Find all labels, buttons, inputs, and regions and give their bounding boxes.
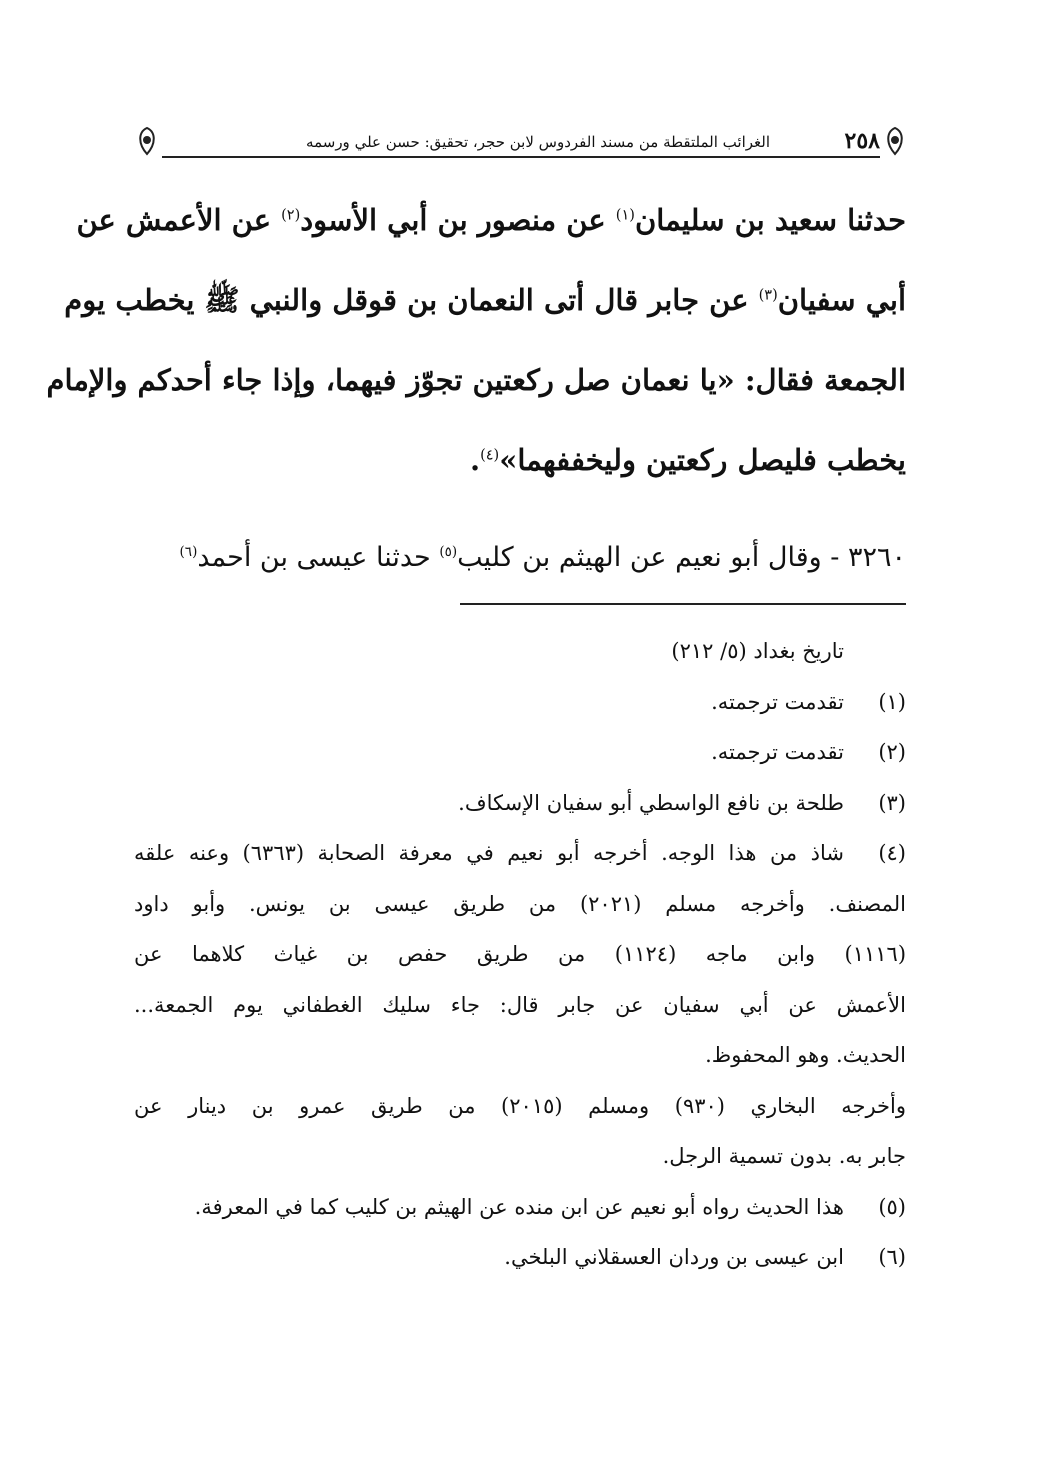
footnote-text: تاريخ بغداد (٥/ ٢١٢): [671, 639, 844, 663]
text-segment: عن الأعمش عن: [76, 203, 282, 237]
footnote-ref: (٣): [758, 287, 778, 304]
text-segment: يخطب فليصل ركعتين وليخففهما»: [499, 443, 906, 477]
footnote-text: تقدمت ترجمته.: [711, 740, 844, 764]
footnote-ref: (٢): [281, 207, 301, 224]
page-number: ٢٥٨: [844, 128, 880, 154]
main-text: [46, 180, 906, 500]
footnote: [134, 778, 906, 829]
footnote: [134, 727, 906, 778]
main-line: [134, 420, 906, 500]
footnote-line: المصنف. وأخرجه مسلم (٢٠٢١) من طريق عيسى بن يونس. وأبو داود: [134, 891, 906, 916]
main-line: الجمعة فقال: «يا نعمان صل ركعتين تجوّز فيهما، وإذا جاء أحدكم والإمام: [46, 363, 906, 397]
footnotes: [134, 626, 906, 1283]
footnote-line: (١١١٦) وابن ماجه (١١٢٤) من طريق حفص بن غياث كلاهما عن: [134, 942, 907, 966]
footnote: [134, 828, 906, 1182]
text-segment: .: [469, 443, 481, 477]
footnote-ref: (١): [615, 207, 635, 224]
ornament-left-icon: [132, 126, 162, 156]
text-segment: عن جابر قال أتى النعمان بن قوقل والنبي ﷺ يخطب يوم: [64, 283, 759, 317]
running-header: [132, 124, 910, 158]
footnote-line: جابر به. بدون تسمية الرجل.: [662, 1144, 906, 1168]
footnote-text: طلحة بن نافع الواسطي أبو سفيان الإسكاف.: [458, 790, 844, 815]
text-segment: أبي سفيان: [777, 283, 906, 317]
footnote-text: ابن عيسى بن وردان العسقلاني البلخي.: [504, 1245, 844, 1269]
footnote-number: (٦): [878, 1245, 906, 1269]
footnote-ref: (٥): [439, 544, 458, 560]
footnote-number: (١): [878, 689, 906, 714]
footnote-carryover: [134, 626, 906, 677]
header-rule: [162, 156, 880, 158]
text-segment: عن منصور بن أبي الأسود: [300, 203, 616, 237]
footnote-ref: (٦): [179, 544, 198, 560]
running-title: الغرائب الملتقطة من مسند الفردوس لابن حجر، تحقيق: حسن علي ورسمه: [306, 133, 770, 151]
footnote-line: الأعمش عن أبي سفيان عن جابر قال: جاء سليك الغطفاني يوم الجمعة...: [134, 992, 906, 1017]
ornament-right-icon: [880, 126, 910, 156]
entry-text: ٣٢٦٠ - وقال أبو نعيم عن الهيثم بن كليب: [457, 542, 906, 573]
footnote-text: هذا الحديث رواه أبو نعيم عن ابن منده عن الهيثم بن كليب كما في المعرفة.: [194, 1194, 844, 1219]
footnote-separator: [460, 603, 906, 605]
footnote-line: الحديث. وهو المحفوظ.: [705, 1043, 906, 1067]
footnote-number: (٢): [878, 740, 906, 764]
footnote-number: (٣): [878, 790, 906, 815]
footnote-line: شاذ من هذا الوجه. أخرجه أبو نعيم في معرفة الصحابة (٦٣٦٣) وعنه علقه: [134, 841, 844, 865]
footnote-text: تقدمت ترجمته.: [711, 689, 844, 714]
footnote-number: (٤): [878, 841, 906, 865]
main-line: [76, 180, 906, 260]
text-segment: حدثنا سعيد بن سليمان: [634, 203, 906, 237]
footnote: [134, 1232, 906, 1283]
main-line: [64, 260, 906, 340]
footnote-ref: (٤): [480, 447, 500, 464]
footnote-line: وأخرجه البخاري (٩٣٠) ومسلم (٢٠١٥) من طريق عمرو بن دينار عن: [134, 1093, 906, 1118]
footnote-number: (٥): [878, 1194, 906, 1219]
entry-text: حدثنا عيسى بن أحمد: [197, 542, 440, 573]
footnote: [134, 677, 906, 728]
hadith-entry: [134, 528, 906, 588]
footnote: [134, 1182, 906, 1233]
